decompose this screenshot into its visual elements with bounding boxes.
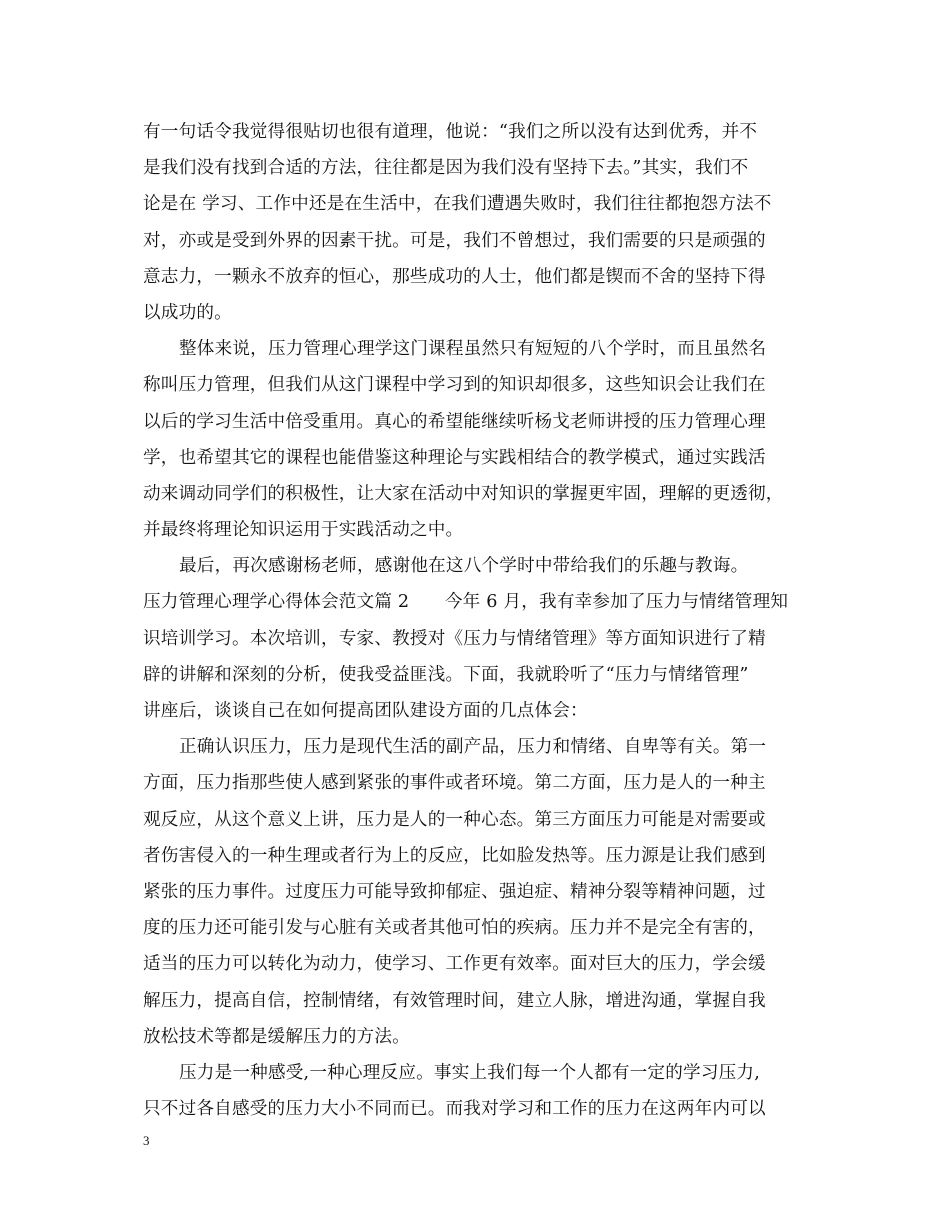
text-line: 识培训学习。本次培训，专家、教授对《压力与情绪管理》等方面知识进行了精: [143, 628, 766, 649]
section-heading-line: 压力管理心理学心得体会范文篇 2 今年 6 月，我有幸参加了压力与情绪管理知: [143, 592, 789, 613]
paragraph-start-line: 正确认识压力，压力是现代生活的副产品，压力和情绪、自卑等有关。第一: [179, 737, 767, 758]
text-line: 度的压力还可能引发与心脏有关或者其他可怕的疾病。压力并不是完全有害的，: [143, 918, 766, 939]
text-line: 适当的压力可以转化为动力，使学习、工作更有效率。面对巨大的压力，学会缓: [143, 954, 766, 975]
text-line: 解压力，提高自信，控制情绪，有效管理时间，建立人脉，增进沟通，掌握自我: [143, 990, 766, 1011]
text-line: 辟的讲解和深刻的分析，使我受益匪浅。下面，我就聆听了“压力与情绪管理”: [143, 664, 749, 685]
text-line: 意志力，一颗永不放弃的恒心，那些成功的人士，他们都是锲而不舍的坚持下得: [143, 266, 766, 287]
text-line: 有一句话令我觉得很贴切也很有道理，他说：“我们之所以没有达到优秀，并不: [143, 122, 758, 142]
text-line: 论是在 学习、工作中还是在生活中，在我们遭遇失败时，我们往往都抱怨方法不: [143, 194, 772, 215]
text-line: 放松技术等都是缓解压力的方法。: [143, 1026, 410, 1047]
text-line: 讲座后，谈谈自己在如何提高团队建设方面的几点体会：: [143, 701, 588, 721]
document-body: [143, 114, 823, 1127]
text-line: 紧张的压力事件。过度压力可能导致抑郁症、强迫症、精神分裂等精神问题，过: [143, 881, 766, 902]
text-line: 动来调动同学们的积极性，让大家在活动中对知识的掌握更牢固，理解的更透彻，: [143, 483, 784, 504]
text-line: 方面，压力指那些使人感到紧张的事件或者环境。第二方面，压力是人的一种主: [143, 773, 766, 794]
text-line: 称叫压力管理，但我们从这门课程中学习到的知识却很多，这些知识会让我们在: [143, 375, 766, 396]
text-line: 对，亦或是受到外界的因素干扰。可是，我们不曾想过，我们需要的只是顽强的: [143, 230, 766, 251]
text-line: 并最终将理论知识运用于实践活动之中。: [143, 520, 464, 541]
page-number: 3: [143, 1133, 150, 1148]
paragraph-start-line: 整体来说，压力管理心理学这门课程虽然只有短短的八个学时，而且虽然名: [179, 339, 767, 360]
text-line: 观反应，从这个意义上讲，压力是人的一种心态。第三方面压力可能是对需要或: [143, 809, 766, 830]
text-line: 者伤害侵入的一种生理或者行为上的反应，比如脸发热等。压力源是让我们感到: [143, 845, 766, 866]
text-line: 学，也希望其它的课程也能借鉴这种理论与实践相结合的教学模式，通过实践活: [143, 447, 766, 468]
text-line: 以成功的。: [143, 302, 232, 323]
text-line: 以后的学习生活中倍受重用。真心的希望能继续听杨戈老师讲授的压力管理心理: [143, 411, 766, 432]
text-line: 只不过各自感受的压力大小不同而已。而我对学习和工作的压力在这两年内可以: [143, 1099, 766, 1120]
paragraph-start-line: 最后，再次感谢杨老师，感谢他在这八个学时中带给我们的乐趣与教诲。: [179, 556, 749, 577]
paragraph-start-line: 压力是一种感受,一种心理反应。事实上我们每一个人都有一定的学习压力,: [179, 1062, 760, 1083]
text-line: 是我们没有找到合适的方法，往往都是因为我们没有坚持下去。”其实，我们不: [143, 158, 749, 179]
